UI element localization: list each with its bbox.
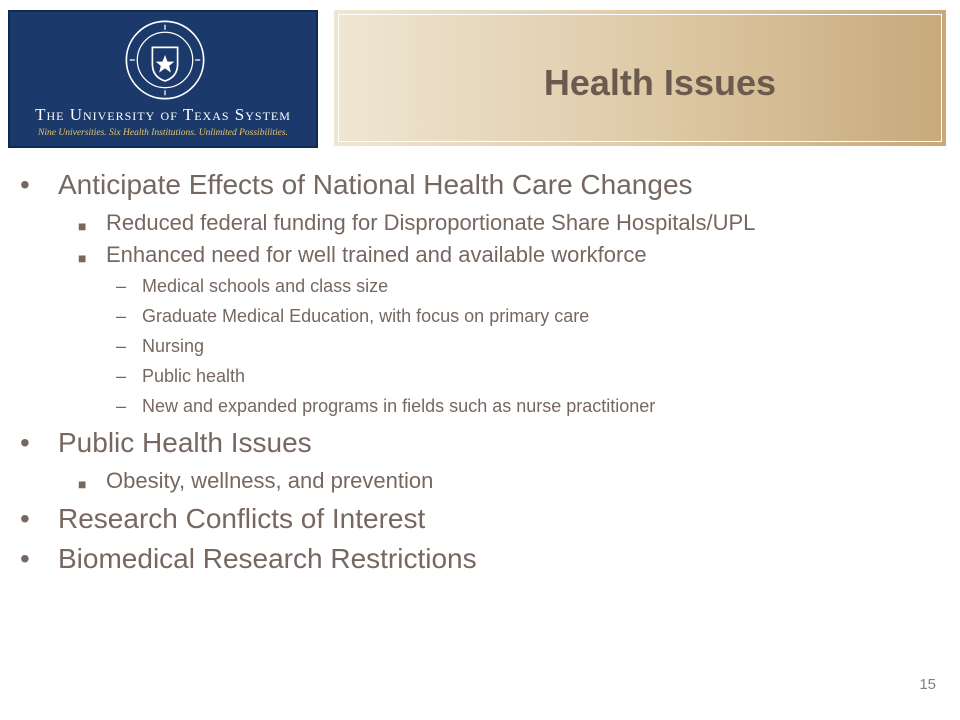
page-number: 15 (919, 676, 936, 693)
dash-icon: – (116, 396, 127, 416)
title-banner (334, 10, 946, 146)
university-logo (8, 10, 318, 148)
slide-title: Health Issues (543, 62, 776, 103)
sub-sub-bullet-item: – New and expanded programs in fields such as nurse practitioner (116, 396, 656, 416)
dash-icon: – (116, 366, 127, 386)
square-bullet-icon: ■ (78, 218, 87, 234)
bullet-item: • Anticipate Effects of National Health Care Changes (20, 169, 693, 200)
dash-icon: – (116, 276, 127, 296)
bullet-dot-icon: • (20, 169, 30, 200)
sub-sub-bullet-item: – Medical schools and class size (116, 276, 389, 296)
logo-name: The University of Texas System (35, 105, 291, 124)
bullet-dot-icon: • (20, 543, 30, 574)
square-bullet-icon: ■ (78, 250, 87, 266)
bullet-item: • Biomedical Research Restrictions (20, 543, 477, 574)
sub-sub-bullet-item: – Graduate Medical Education, with focus on primary care (116, 306, 590, 326)
sub-sub-bullet-item: – Nursing (116, 336, 205, 356)
sub-sub-bullet-item: – Public health (116, 366, 246, 386)
sub-bullet-item: ■ Obesity, wellness, and prevention (78, 468, 434, 493)
sub-bullet-item: ■ Enhanced need for well trained and available workforce (78, 242, 647, 267)
sub-bullet-item: ■ Reduced federal funding for Disproportionate Share Hospitals/UPL (78, 210, 756, 235)
university-seal-icon (123, 18, 207, 102)
square-bullet-icon: ■ (78, 476, 87, 492)
bullet-dot-icon: • (20, 503, 30, 534)
dash-icon: – (116, 306, 127, 326)
slide-content (20, 168, 940, 582)
bullet-item: • Research Conflicts of Interest (20, 503, 426, 534)
dash-icon: – (116, 336, 127, 356)
bullet-item: • Public Health Issues (20, 427, 312, 458)
bullet-dot-icon: • (20, 427, 30, 458)
logo-tagline: Nine Universities. Six Health Institutions. Unlimited Possibilities. (38, 128, 288, 138)
